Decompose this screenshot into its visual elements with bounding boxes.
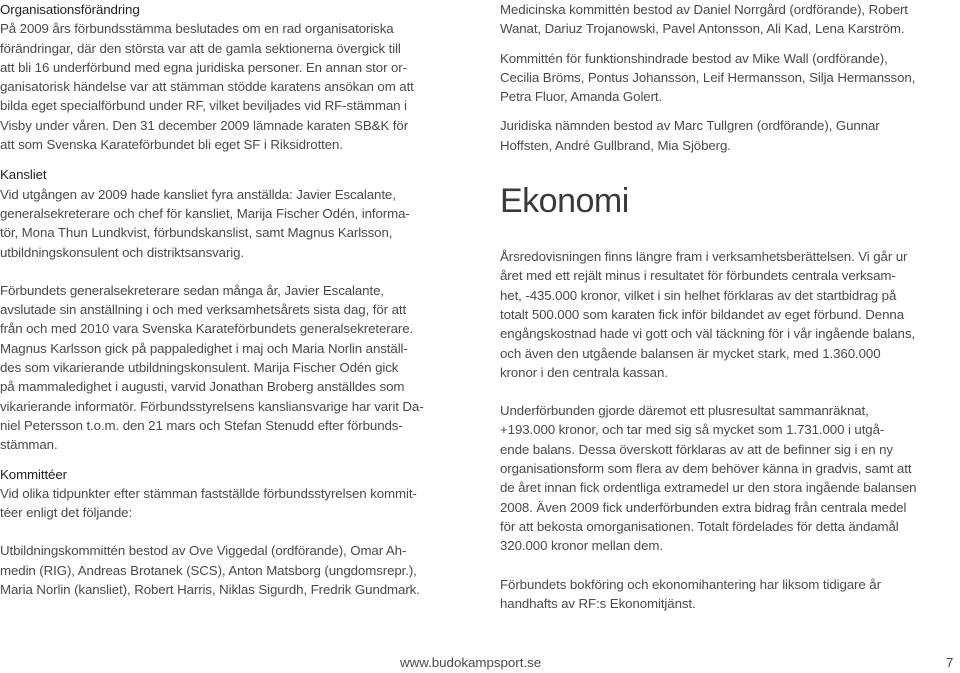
heading-organisationsforandring: Organisationsförändring: [0, 2, 140, 17]
heading-ekonomi: Ekonomi: [500, 182, 629, 221]
paragraph-organisationsforandring: På 2009 års förbundsstämma beslutades om en rad organisatoriska förändringar, där den största var att de gamla sektionerna övergick till att bli 16 underförbund med egna juridiska personer. En annan stor or- ganisatorisk händelse var att stämman stödde karatens ansökan om att bilda eget specialförbund under RF, vilket beviljades vid RF-stämman i Visby under våren. Den 31 december 2009 lämnade karaten SB&K för att som Svenska Karateförbundet bli eget SF i Riksidrotten.: [0, 21, 414, 153]
heading-kansliet: Kansliet: [0, 167, 47, 183]
paragraph-medicinska-kommitten: Medicinska kommittén bestod av Daniel Norrgård (ordförande), Robert Wanat, Dariuz Trojanowski, Pavel Antonsson, Ali Kad, Lena Karström.: [500, 2, 908, 37]
paragraph-arsredovisning: Årsredovisningen finns längre fram i verksamhetsberättelsen. Vi går ur året med ett rejält minus i resultatet för förbundets centrala verksam- het, -435.000 kronor, vilket i sin helhet förklaras av det startbidrag på totalt 500.000 som karaten fick inför bildandet av eget förbund. Denna engångskostnad hade vi gott och väl täckning för i vår ingående balans, och även den utgående balansen är mycket stark, med 1.360.000 kronor i den centrala kassan.: [500, 249, 915, 380]
paragraph-juridiska-namnden: Juridiska nämnden bestod av Marc Tullgren (ordförande), Gunnar Hoffsten, André Gullbrand, Mia Sjöberg.: [500, 118, 880, 153]
paragraph-underforbund: Underförbunden gjorde däremot ett plusresultat sammanräknat, +193.000 kronor, och tar med sig så mycket som 1.731.000 i utgå- ende balans. Dessa överskott förklaras av att de befinner sig i en ny organisationsform som flera av dem behöver känna in gradvis, samt att de året innan fick ordentliga extramedel ur den stora ingående balansen 2008. Även 2009 fick underförbunden extra bidrag från centrala medel för att bekosta omorganisationen. Totalt fördelades för detta ändamål 320.000 kronor mellan dem.: [500, 403, 917, 554]
left-column: [0, 0, 455, 599]
paragraph-generalsekreterare: Förbundets generalsekreterare sedan många år, Javier Escalante, avslutade sin anställning i och med verksamhetsårets sista dag, för att från och med 2010 vara Svenska Karateförbundets generalsekreterare. Magnus Karlsson gick på pappaledighet i maj och Maria Norlin anställ- des som vikarierande utbildningskonsulent. Marija Fischer Odén gick på mammaledighet i augusti, varvid Jonathan Broberg anställdes som vikarierande informatör. Förbundsstyrelsens kansliansvarige har varit Da- niel Petersson t.o.m. den 21 mars och Stefan Stenudd efter förbunds- stämman.: [0, 282, 424, 453]
paragraph-kansliet: Vid utgången av 2009 hade kansliet fyra anställda: Javier Escalante, generalsekreterare och chef för kansliet, Marija Fischer Odén, informa- tör, Mona Thun Lundkvist, förbundskanslist, samt Magnus Karlsson, utbildningskonsulent och distriktsansvarig.: [0, 186, 410, 260]
paragraph-bokforing: Förbundets bokföring och ekonomihantering har liksom tidigare år handhafts av RF:s Ekonomitjänst.: [500, 576, 881, 611]
footer-url: www.budokampsport.se: [400, 655, 542, 670]
paragraph-funktionshindrade-kommitten: Kommittén för funktionshindrade bestod av Mike Wall (ordförande), Cecilia Bröms, Pontus Johansson, Leif Hermansson, Silja Hermansson, Petra Fluor, Amanda Golert.: [500, 50, 916, 105]
page-number: 7: [946, 655, 954, 670]
paragraph-kommitteer: Vid olika tidpunkter efter stämman fastställde förbundsstyrelsen kommit- téer enligt det följande:: [0, 485, 417, 521]
paragraph-utbildningskommitten: Utbildningskommittén bestod av Ove Viggedal (ordförande), Omar Ah- medin (RIG), Andreas Brotanek (SCS), Anton Matsborg (ungdomsrepr.), Maria Norlin (kansliet), Robert Harris, Niklas Sigurdh, Fredrik Gundmark.: [0, 543, 420, 598]
right-column: [500, 0, 955, 613]
heading-kommitteer: Kommittéer: [0, 466, 67, 482]
